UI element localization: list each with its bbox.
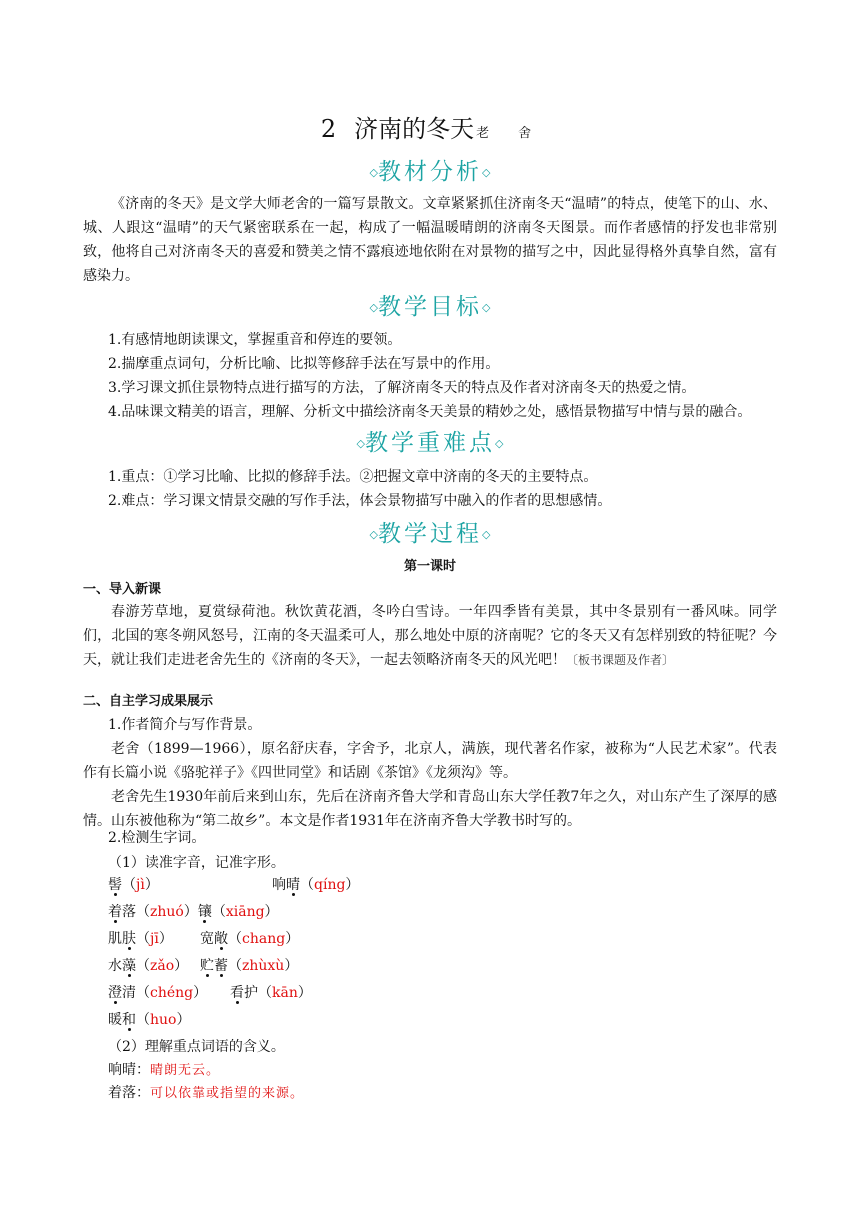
word-char: 澄 xyxy=(108,985,122,1001)
word-entry: 水藻（zǎo） xyxy=(108,958,189,974)
subitem-1: （1）读准字音，记准字形。 xyxy=(108,855,285,871)
word-char: 落 xyxy=(122,904,136,920)
author-bio-paragraph: 老舍（1899—1966），原名舒庆春，字舍予，北京人，满族，现代著名作家，被称为“人民艺术家”。代表作有长篇小说《骆驼祥子》《四世同堂》和话剧《茶馆》《龙须沟》等。 xyxy=(83,741,777,781)
word-entry: 澄清（chéng） xyxy=(108,985,208,1001)
word-pinyin: chéng xyxy=(150,985,194,1001)
diamond-icon: ◇ xyxy=(369,528,378,541)
word-entry: 响晴（qíng） xyxy=(272,877,360,893)
word-char: 晴 xyxy=(286,877,300,893)
part1-paragraph xyxy=(83,600,777,672)
word-char: 着 xyxy=(108,904,122,920)
part2-heading: 二、自主学习成果展示 xyxy=(83,694,214,709)
word-char: 护 xyxy=(244,985,258,1001)
definition-term: 响晴： xyxy=(108,1062,150,1078)
definition-term: 着落： xyxy=(108,1085,150,1101)
word-char: 贮 xyxy=(200,958,214,974)
word-char: 看 xyxy=(230,985,244,1001)
word-char: 敞 xyxy=(214,931,228,947)
word-pinyin: kān xyxy=(272,985,298,1001)
diamond-icon: ◇ xyxy=(369,166,378,179)
section-label: 教学重难点 xyxy=(365,430,495,456)
section-label: 教学目标 xyxy=(378,294,482,320)
diamond-icon: ◇ xyxy=(482,301,491,314)
section-heading-analysis xyxy=(0,156,860,189)
section-heading-keypoints xyxy=(0,427,860,460)
diamond-icon: ◇ xyxy=(369,301,378,314)
diamond-icon: ◇ xyxy=(495,437,504,450)
word-pinyin: jī xyxy=(150,931,159,947)
section-heading-goals xyxy=(0,291,860,324)
diamond-icon: ◇ xyxy=(482,166,491,179)
word-char: 水 xyxy=(108,958,122,974)
word-char: 肤 xyxy=(122,931,136,947)
word-pinyin: xiāng xyxy=(225,904,265,920)
diamond-icon: ◇ xyxy=(356,437,365,450)
diamond-icon: ◇ xyxy=(482,528,491,541)
word-pinyin: jì xyxy=(136,877,145,893)
part2-item-1: 1.作者简介与写作背景。 xyxy=(108,717,262,733)
word-entry: 贮蓄（zhùxù） xyxy=(200,958,299,974)
section-label: 教学过程 xyxy=(378,521,482,547)
word-char: 肌 xyxy=(108,931,122,947)
goal-item-1: 1.有感情地朗读课文，掌握重音和停连的要领。 xyxy=(108,332,402,348)
definition-1 xyxy=(108,1058,220,1083)
word-char: 响 xyxy=(272,877,286,893)
word-pinyin: qíng xyxy=(314,877,346,893)
keypoint-item-1: 1.重点：①学习比喻、比拟的修辞手法。②把握文章中济南的冬天的主要特点。 xyxy=(108,469,598,485)
word-pinyin: chang xyxy=(242,931,286,947)
lesson-number: 2 xyxy=(320,115,337,143)
word-pinyin: zhùxù xyxy=(242,958,285,974)
word-entry: 暖和（huo） xyxy=(108,1012,191,1028)
word-char: 髻 xyxy=(108,877,122,893)
word-char: 清 xyxy=(122,985,136,1001)
section-heading-process xyxy=(0,518,860,551)
word-entry: 宽敞（chang） xyxy=(200,931,300,947)
analysis-paragraph: 《济南的冬天》是文学大师老舍的一篇写景散文。文章紧紧抓住济南冬天“温晴”的特点，使笔下的山、水、城、人跟这“温晴”的天气紧密联系在一起，构成了一幅温暖晴朗的济南冬天图景。而作者感情的抒发也非常别致，他将自己对济南冬天的喜爱和赞美之情不露痕迹地依附在对景物的描写之中，因此显得格外真挚自然，富有感染力。 xyxy=(83,196,777,284)
word-char: 宽 xyxy=(200,931,214,947)
word-pinyin: zǎo xyxy=(150,958,175,974)
background-paragraph: 老舍先生1930年前后来到山东，先后在济南齐鲁大学和青岛山东大学任教7年之久，对山东产生了深厚的感情。山东被他称为“第二故乡”。本文是作者1931年在济南齐鲁大学教书时写的。 xyxy=(83,789,777,829)
word-char: 藻 xyxy=(122,958,136,974)
definition-2 xyxy=(108,1081,304,1106)
word-char: 蓄 xyxy=(214,958,228,974)
word-entry: 看护（kān） xyxy=(230,985,312,1001)
subitem-2: （2）理解重点词语的含义。 xyxy=(108,1039,285,1055)
word-entry: 着落（zhuó）镶（xiāng） xyxy=(108,904,279,920)
goal-item-3: 3.学习课文抓住景物特点进行描写的方法，了解济南冬天的特点及作者对济南冬天的热爱之情。 xyxy=(108,380,696,396)
lesson-title: 济南的冬天 xyxy=(354,115,475,143)
section-label: 教材分析 xyxy=(378,159,482,185)
word-entry: 肌肤（jī） xyxy=(108,931,173,947)
word-pinyin: huo xyxy=(150,1012,177,1028)
word-char: 和 xyxy=(122,1012,136,1028)
part1-text: 春游芳草地，夏赏绿荷池。秋饮黄花酒，冬吟白雪诗。一年四季皆有美景，其中冬景别有一番风味。同学们，北国的寒冬朔风怒号，江南的冬天温柔可人，那么地处中原的济南呢？它的冬天又有怎样别致的特征呢？今天，就让我们走进老舍先生的《济南的冬天》，一起去领略济南冬天的风光吧！ xyxy=(83,604,777,668)
word-entry: 髻（jì） xyxy=(108,877,159,893)
part1-note: 〔板书课题及作者〕 xyxy=(566,653,675,667)
goal-item-2: 2.揣摩重点词句，分析比喻、比拟等修辞手法在写景中的作用。 xyxy=(108,356,500,372)
keypoint-item-2: 2.难点：学习课文情景交融的写作手法，体会景物描写中融入的作者的思想感情。 xyxy=(108,493,612,509)
word-char: 暖 xyxy=(108,1012,122,1028)
word-pinyin: zhuó xyxy=(150,904,184,920)
goal-item-4: 4.品味课文精美的语言，理解、分析文中描绘济南冬天美景的精妙之处，感悟景物描写中情与景的融合。 xyxy=(108,404,752,420)
part2-item-2: 2.检测生字词。 xyxy=(108,830,206,846)
lesson-period-heading: 第一课时 xyxy=(403,559,456,574)
word-char: 镶 xyxy=(197,904,212,920)
lesson-author: 老 舍 xyxy=(476,126,540,141)
page-title xyxy=(0,112,860,151)
definition-text: 可以依靠或指望的来源。 xyxy=(150,1086,305,1101)
part1-heading: 一、导入新课 xyxy=(83,582,162,597)
definition-text: 晴朗无云。 xyxy=(150,1063,221,1078)
